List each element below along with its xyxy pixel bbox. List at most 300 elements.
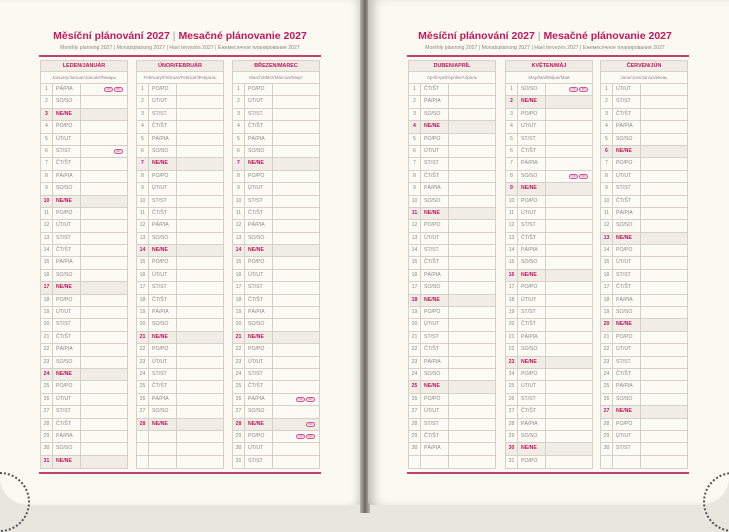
day-row[interactable] [506,121,592,133]
notes-cell[interactable] [641,344,687,355]
day-row[interactable] [233,233,319,245]
day-row[interactable] [506,257,592,269]
day-row[interactable] [41,245,127,257]
day-row[interactable] [137,245,223,257]
day-row[interactable] [41,443,127,455]
day-row[interactable] [41,307,127,319]
day-row[interactable] [409,344,495,356]
day-row[interactable] [601,171,687,183]
notes-cell[interactable] [81,134,127,145]
notes-cell[interactable] [449,319,495,330]
notes-cell[interactable] [177,220,223,231]
notes-cell[interactable] [81,381,127,392]
day-row[interactable] [41,419,127,431]
notes-cell[interactable] [546,381,592,392]
day-row[interactable] [137,369,223,381]
day-row[interactable] [601,381,687,393]
notes-cell[interactable] [641,245,687,256]
notes-cell[interactable] [546,158,592,169]
day-row[interactable] [41,233,127,245]
notes-cell[interactable] [273,456,319,468]
day-row[interactable] [137,96,223,108]
notes-cell[interactable] [81,295,127,306]
day-row[interactable] [233,245,319,257]
day-row[interactable] [601,146,687,158]
notes-cell[interactable] [641,109,687,120]
notes-cell[interactable] [641,406,687,417]
day-row[interactable] [233,270,319,282]
day-row[interactable] [41,121,127,133]
day-row[interactable] [601,394,687,406]
notes-cell[interactable] [177,406,223,417]
day-row[interactable] [233,295,319,307]
day-row[interactable] [601,208,687,220]
notes-cell[interactable] [641,282,687,293]
notes-cell[interactable] [449,332,495,343]
day-row[interactable] [233,196,319,208]
notes-cell[interactable] [273,109,319,120]
day-row[interactable] [137,146,223,158]
notes-cell[interactable] [546,196,592,207]
notes-cell[interactable] [449,344,495,355]
notes-cell[interactable] [273,357,319,368]
notes-cell[interactable] [177,295,223,306]
notes-cell[interactable] [449,369,495,380]
notes-cell[interactable] [177,369,223,380]
day-row[interactable] [233,431,319,443]
day-row[interactable] [506,183,592,195]
day-row[interactable] [506,406,592,418]
day-row[interactable] [506,171,592,183]
notes-cell[interactable] [546,146,592,157]
notes-cell[interactable] [81,233,127,244]
notes-cell[interactable] [641,196,687,207]
day-row[interactable] [506,357,592,369]
notes-cell[interactable] [273,431,319,442]
notes-cell[interactable] [177,282,223,293]
notes-cell[interactable] [81,369,127,380]
day-row[interactable] [506,233,592,245]
day-row[interactable] [233,357,319,369]
notes-cell[interactable] [641,419,687,430]
day-row[interactable] [137,357,223,369]
day-row[interactable] [601,233,687,245]
notes-cell[interactable] [641,146,687,157]
day-row[interactable] [41,208,127,220]
notes-cell[interactable] [449,158,495,169]
notes-cell[interactable] [449,208,495,219]
day-row[interactable] [41,270,127,282]
day-row[interactable] [506,431,592,443]
notes-cell[interactable] [546,419,592,430]
day-row[interactable] [506,282,592,294]
day-row[interactable] [601,270,687,282]
day-row[interactable] [601,245,687,257]
notes-cell[interactable] [177,183,223,194]
notes-cell[interactable] [177,332,223,343]
day-row[interactable] [233,84,319,96]
day-row[interactable] [409,419,495,431]
notes-cell[interactable] [273,443,319,454]
day-row[interactable] [506,84,592,96]
notes-cell[interactable] [81,245,127,256]
notes-cell[interactable] [273,196,319,207]
notes-cell[interactable] [546,121,592,132]
notes-cell[interactable] [449,121,495,132]
notes-cell[interactable] [273,381,319,392]
day-row[interactable] [601,257,687,269]
notes-cell[interactable] [449,381,495,392]
notes-cell[interactable] [273,220,319,231]
notes-cell[interactable] [641,443,687,454]
notes-cell[interactable] [546,344,592,355]
day-row[interactable] [506,146,592,158]
day-row[interactable] [506,220,592,232]
day-row[interactable] [601,196,687,208]
notes-cell[interactable] [273,96,319,107]
notes-cell[interactable] [546,307,592,318]
notes-cell[interactable] [81,121,127,132]
notes-cell[interactable] [273,245,319,256]
day-row[interactable] [601,96,687,108]
day-row[interactable] [233,443,319,455]
day-row[interactable] [601,121,687,133]
day-row[interactable] [506,109,592,121]
notes-cell[interactable] [81,183,127,194]
notes-cell[interactable] [641,369,687,380]
notes-cell[interactable] [81,443,127,454]
day-row[interactable] [409,220,495,232]
day-row[interactable] [137,319,223,331]
notes-cell[interactable] [273,332,319,343]
day-row[interactable] [233,419,319,431]
notes-cell[interactable] [273,171,319,182]
notes-cell[interactable] [546,295,592,306]
notes-cell[interactable] [273,344,319,355]
day-row[interactable] [41,295,127,307]
day-row[interactable] [233,121,319,133]
notes-cell[interactable] [449,431,495,442]
notes-cell[interactable] [546,332,592,343]
notes-cell[interactable] [177,96,223,107]
notes-cell[interactable] [641,171,687,182]
notes-cell[interactable] [546,84,592,95]
notes-cell[interactable] [546,245,592,256]
notes-cell[interactable] [449,357,495,368]
day-row[interactable] [409,96,495,108]
notes-cell[interactable] [449,394,495,405]
day-row[interactable] [41,96,127,108]
day-row[interactable] [409,84,495,96]
notes-cell[interactable] [546,257,592,268]
notes-cell[interactable] [177,158,223,169]
day-row[interactable] [506,295,592,307]
day-row[interactable] [409,245,495,257]
notes-cell[interactable] [641,319,687,330]
day-row[interactable] [506,158,592,170]
notes-cell[interactable] [177,134,223,145]
notes-cell[interactable] [177,196,223,207]
day-row[interactable] [601,406,687,418]
notes-cell[interactable] [449,307,495,318]
notes-cell[interactable] [177,319,223,330]
notes-cell[interactable] [273,319,319,330]
day-row[interactable] [137,121,223,133]
day-row[interactable] [506,344,592,356]
notes-cell[interactable] [81,406,127,417]
day-row[interactable] [409,233,495,245]
notes-cell[interactable] [177,208,223,219]
day-row[interactable] [233,369,319,381]
day-row[interactable] [233,220,319,232]
day-row[interactable] [601,307,687,319]
day-row[interactable] [137,220,223,232]
notes-cell[interactable] [273,233,319,244]
day-row[interactable] [137,270,223,282]
notes-cell[interactable] [81,307,127,318]
notes-cell[interactable] [546,183,592,194]
day-row[interactable] [409,183,495,195]
day-row[interactable] [409,158,495,170]
notes-cell[interactable] [449,419,495,430]
day-row[interactable] [233,406,319,418]
notes-cell[interactable] [81,109,127,120]
day-row[interactable] [233,134,319,146]
day-row[interactable] [233,208,319,220]
day-row[interactable] [601,431,687,443]
day-row[interactable] [137,381,223,393]
day-row[interactable] [409,146,495,158]
day-row[interactable] [233,319,319,331]
day-row[interactable] [41,84,127,96]
notes-cell[interactable] [641,307,687,318]
notes-cell[interactable] [546,233,592,244]
notes-cell[interactable] [641,357,687,368]
day-row[interactable] [233,96,319,108]
day-row[interactable] [409,394,495,406]
day-row[interactable] [137,257,223,269]
notes-cell[interactable] [81,171,127,182]
notes-cell[interactable] [273,257,319,268]
notes-cell[interactable] [546,456,592,468]
day-row[interactable] [233,307,319,319]
notes-cell[interactable] [273,208,319,219]
notes-cell[interactable] [273,419,319,430]
day-row[interactable] [601,134,687,146]
day-row[interactable] [601,84,687,96]
notes-cell[interactable] [273,369,319,380]
day-row[interactable] [137,171,223,183]
day-row[interactable] [409,295,495,307]
notes-cell[interactable] [641,220,687,231]
day-row[interactable] [601,220,687,232]
day-row[interactable] [409,270,495,282]
notes-cell[interactable] [177,357,223,368]
notes-cell[interactable] [449,257,495,268]
day-row[interactable] [506,456,592,468]
notes-cell[interactable] [81,270,127,281]
notes-cell[interactable] [449,96,495,107]
notes-cell[interactable] [449,109,495,120]
notes-cell[interactable] [546,270,592,281]
day-row[interactable] [409,282,495,294]
notes-cell[interactable] [177,121,223,132]
notes-cell[interactable] [641,158,687,169]
notes-cell[interactable] [81,456,127,468]
notes-cell[interactable] [641,394,687,405]
day-row[interactable] [233,344,319,356]
notes-cell[interactable] [177,381,223,392]
notes-cell[interactable] [546,282,592,293]
notes-cell[interactable] [273,158,319,169]
day-row[interactable] [137,419,223,431]
day-row[interactable] [409,109,495,121]
day-row[interactable] [506,394,592,406]
day-row[interactable] [506,307,592,319]
notes-cell[interactable] [177,109,223,120]
day-row[interactable] [137,183,223,195]
notes-cell[interactable] [177,146,223,157]
notes-cell[interactable] [449,134,495,145]
notes-cell[interactable] [177,233,223,244]
day-row[interactable] [601,109,687,121]
day-row[interactable] [601,443,687,455]
day-row[interactable] [506,208,592,220]
notes-cell[interactable] [641,84,687,95]
day-row[interactable] [506,332,592,344]
notes-cell[interactable] [449,171,495,182]
notes-cell[interactable] [449,270,495,281]
day-row[interactable] [409,406,495,418]
notes-cell[interactable] [546,406,592,417]
notes-cell[interactable] [546,357,592,368]
notes-cell[interactable] [81,84,127,95]
notes-cell[interactable] [449,84,495,95]
day-row[interactable] [233,171,319,183]
day-row[interactable] [409,208,495,220]
notes-cell[interactable] [177,307,223,318]
day-row[interactable] [41,431,127,443]
notes-cell[interactable] [449,233,495,244]
day-row[interactable] [409,257,495,269]
day-row[interactable] [409,319,495,331]
day-row[interactable] [506,369,592,381]
notes-cell[interactable] [273,270,319,281]
day-row[interactable] [409,171,495,183]
notes-cell[interactable] [546,220,592,231]
day-row[interactable] [137,208,223,220]
day-row[interactable] [506,245,592,257]
notes-cell[interactable] [273,146,319,157]
notes-cell[interactable] [273,121,319,132]
day-row[interactable] [409,307,495,319]
notes-cell[interactable] [177,245,223,256]
day-row[interactable] [137,158,223,170]
day-row[interactable] [137,282,223,294]
notes-cell[interactable] [641,270,687,281]
notes-cell[interactable] [546,443,592,454]
notes-cell[interactable] [546,208,592,219]
notes-cell[interactable] [449,146,495,157]
notes-cell[interactable] [641,134,687,145]
notes-cell[interactable] [546,319,592,330]
day-row[interactable] [41,257,127,269]
notes-cell[interactable] [641,208,687,219]
notes-cell[interactable] [81,96,127,107]
day-row[interactable] [137,307,223,319]
notes-cell[interactable] [81,419,127,430]
day-row[interactable] [233,456,319,468]
day-row[interactable] [409,134,495,146]
notes-cell[interactable] [273,394,319,405]
day-row[interactable] [137,344,223,356]
notes-cell[interactable] [449,282,495,293]
notes-cell[interactable] [81,196,127,207]
notes-cell[interactable] [81,257,127,268]
day-row[interactable] [41,394,127,406]
notes-cell[interactable] [81,220,127,231]
notes-cell[interactable] [449,196,495,207]
day-row[interactable] [409,431,495,443]
day-row[interactable] [409,121,495,133]
day-row[interactable] [137,394,223,406]
notes-cell[interactable] [546,394,592,405]
notes-cell[interactable] [81,282,127,293]
day-row[interactable] [137,84,223,96]
notes-cell[interactable] [641,295,687,306]
day-row[interactable] [41,134,127,146]
day-row[interactable] [601,183,687,195]
notes-cell[interactable] [641,96,687,107]
day-row[interactable] [409,196,495,208]
day-row[interactable] [409,443,495,455]
day-row[interactable] [409,381,495,393]
day-row[interactable] [41,146,127,158]
day-row[interactable] [601,369,687,381]
day-row[interactable] [41,171,127,183]
notes-cell[interactable] [546,109,592,120]
notes-cell[interactable] [546,431,592,442]
notes-cell[interactable] [81,344,127,355]
notes-cell[interactable] [641,121,687,132]
day-row[interactable] [506,381,592,393]
day-row[interactable] [41,158,127,170]
day-row[interactable] [137,406,223,418]
notes-cell[interactable] [81,158,127,169]
day-row[interactable] [409,332,495,344]
day-row[interactable] [601,158,687,170]
notes-cell[interactable] [546,134,592,145]
day-row[interactable] [601,332,687,344]
notes-cell[interactable] [449,443,495,454]
day-row[interactable] [601,419,687,431]
notes-cell[interactable] [273,295,319,306]
notes-cell[interactable] [641,233,687,244]
day-row[interactable] [506,319,592,331]
day-row[interactable] [506,96,592,108]
notes-cell[interactable] [273,282,319,293]
day-row[interactable] [506,419,592,431]
day-row[interactable] [41,196,127,208]
day-row[interactable] [41,344,127,356]
day-row[interactable] [601,319,687,331]
notes-cell[interactable] [641,332,687,343]
notes-cell[interactable] [81,332,127,343]
day-row[interactable] [41,456,127,468]
day-row[interactable] [601,357,687,369]
notes-cell[interactable] [273,406,319,417]
notes-cell[interactable] [177,270,223,281]
